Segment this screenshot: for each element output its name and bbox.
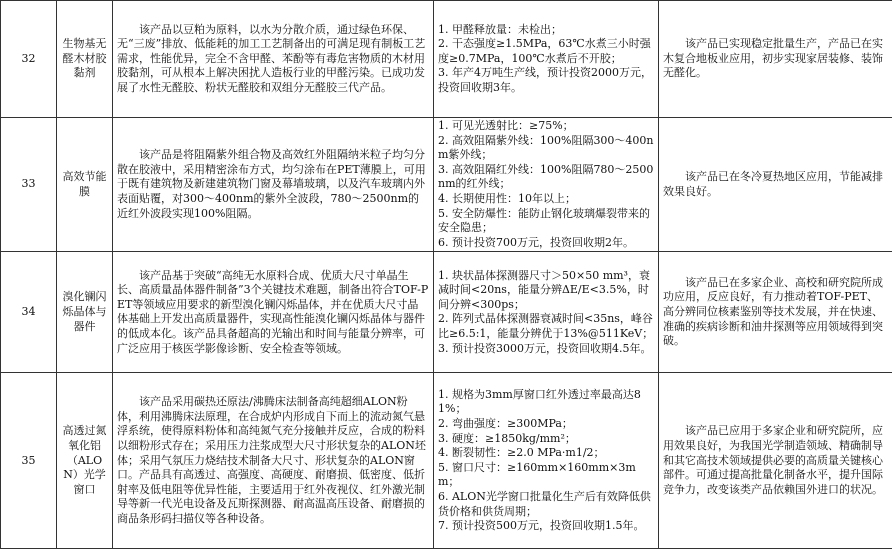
product-description <box>113 373 434 549</box>
technical-indicators <box>434 252 659 373</box>
indicator-line: 3. 年产4万吨生产线，预计投资2000万元，投资回收期3年。 <box>438 66 654 95</box>
indicator-line: 2. 弯曲强度：≥300MPa； <box>438 417 654 432</box>
row-number: 32 <box>1 1 57 118</box>
row-number: 34 <box>1 252 57 373</box>
indicator-line: 1. 可见光透射比：≥75%； <box>438 119 654 134</box>
application-text: 该产品已实现稳定批量生产，产品已在实木复合地板业应用，初步实现家居装修、装饰无醛化。 <box>663 37 888 81</box>
description-text: 该产品采用碳热还原法/沸腾床法制备高纯超细ALON粉体，利用沸腾床法原理，在合成炉内形成自下而上的流动氮气悬浮系统，使得原料粉体和高纯氮气充分接触并反应，合成的粉料以细粉形式存在；采用压力注浆成型大尺寸形状复杂的ALON坯体；采用气氛压力烧结技术制备大尺寸、形状复杂的ALON窗口。产品具有高透过、高强度、高硬度、耐磨损、低密度、低折射率及低电阻等优异性能，主要适用于红外夜视仪、红外激光制导等新一代光电设备及瓦斯探测器、耐高温高压设备、耐磨损的商品条形码扫描仪等各种设备。 <box>117 395 429 526</box>
indicator-line: 4. 断裂韧性：≥2.0 MPa·m1/2； <box>438 446 654 461</box>
description-text: 该产品基于突破“高纯无水原料合成、优质大尺寸单晶生长、高质量晶体器件制备”3个关键技术难题，制备出符合TOF-PET等领域应用要求的新型溴化镧闪烁晶体，并在优质大尺寸晶体基础上开发出高质量器件，实现高性能溴化镧闪烁晶体与器件的低成本化。该产品具备超高的光输出和时间与能量分辨率，可广泛应用于核医学影像诊断、安全检查等领域。 <box>117 269 429 357</box>
product-name: 生物基无醛木材胶黏剂 <box>57 1 113 118</box>
product-description <box>113 118 434 252</box>
technical-indicators <box>434 373 659 549</box>
indicator-line: 3. 硬度：≥1850kg/mm²； <box>438 432 654 447</box>
indicator-line: 1. 甲醛释放量：未检出； <box>438 23 654 38</box>
row-number: 35 <box>1 373 57 549</box>
application-text: 该产品已应用于多家企业和研究院所，应用效果良好，为我国光学制造领域、精确制导和其它高技术领域提供必要的高质量关键核心部件。可通过提高批量化制备水平，提升国际竞争力，改变该类产品依赖国外进口的状况。 <box>663 424 888 497</box>
indicator-line: 2. 阵列式晶体探测器衰减时间<35ns，峰谷比≥6.5:1，能量分辨优于13%@511KeV； <box>438 312 654 341</box>
application-text: 该产品已在多家企业、高校和研究院所成功应用，反应良好，有力推动着TOF-PET、高分辨同位核素鉴别等技术发展，并在快速、准确的疾病诊断和油井探测等应用领域得到突破。 <box>663 276 888 349</box>
indicator-line: 2. 高效阻隔紫外线：100%阻隔300～400nm紫外线； <box>438 134 654 163</box>
description-text: 该产品以豆粕为原料，以水为分散介质，通过绿色环保、无“三废”排放、低能耗的加工工艺制备出的可满足现有制板工艺需求，性能优异，完全不含甲醛、苯酚等有毒危害物质的木材用胶黏剂，可从根本上解决困扰人造板行业的甲醛污染。已成功发展了水性无醛胶、粉状无醛胶和双组分无醛胶三代产品。 <box>117 23 429 96</box>
indicator-line: 7. 预计投资500万元，投资回收期1.5年。 <box>438 519 654 534</box>
table-row <box>1 252 892 373</box>
indicator-line: 3. 高效阻隔红外线：100%阻隔780～2500nm的红外线； <box>438 163 654 192</box>
indicator-line: 5. 安全防爆性：能防止钢化玻璃爆裂带来的安全隐患； <box>438 207 654 236</box>
indicator-line: 3. 预计投资3000万元，投资回收期4.5年。 <box>438 342 654 357</box>
product-name: 高效节能膜 <box>57 118 113 252</box>
row-number: 33 <box>1 118 57 252</box>
indicator-line: 1. 块状晶体探测器尺寸＞50×50 mm³，衰减时间<20ns，能量分辨ΔE/E<3.5%，时间分辨<300ps； <box>438 269 654 313</box>
table-row <box>1 373 892 549</box>
table-row <box>1 118 892 252</box>
indicator-line: 5. 窗口尺寸：≥160mm×160mm×3mm； <box>438 461 654 490</box>
application-status <box>659 252 892 373</box>
application-status <box>659 118 892 252</box>
description-text: 该产品是将阻隔紫外组合物及高效红外阻隔纳米粒子均匀分散在胶液中，采用精密涂布方式，均匀涂布在PET薄膜上，可用于既有建筑物及新建建筑物门窗及幕墙玻璃，以及汽车玻璃内外表面贴覆，对300～400nm的紫外全波段，780～2500nm的近红外波段实现100%阻隔。 <box>117 148 429 221</box>
indicator-line: 6. 预计投资700万元，投资回收期2年。 <box>438 236 654 251</box>
product-description <box>113 1 434 118</box>
application-text: 该产品已在冬冷夏热地区应用，节能减排效果良好。 <box>663 170 888 199</box>
indicator-line: 6. ALON光学窗口批量化生产后有效降低供货价格和供货周期； <box>438 490 654 519</box>
table-row <box>1 1 892 118</box>
technical-indicators <box>434 1 659 118</box>
product-name: 溴化镧闪烁晶体与器件 <box>57 252 113 373</box>
technical-indicators <box>434 118 659 252</box>
indicator-line: 2. 干态强度≥1.5MPa，63℃水煮三小时强度≥0.7MPa，100℃水煮后不开胶； <box>438 37 654 66</box>
indicator-line: 4. 长期使用性：10年以上； <box>438 192 654 207</box>
indicator-line: 1. 规格为3mm厚窗口红外透过率最高达81%； <box>438 388 654 417</box>
product-description <box>113 252 434 373</box>
application-status <box>659 1 892 118</box>
product-name: 高透过氮氧化铝（ALON）光学窗口 <box>57 373 113 549</box>
application-status <box>659 373 892 549</box>
